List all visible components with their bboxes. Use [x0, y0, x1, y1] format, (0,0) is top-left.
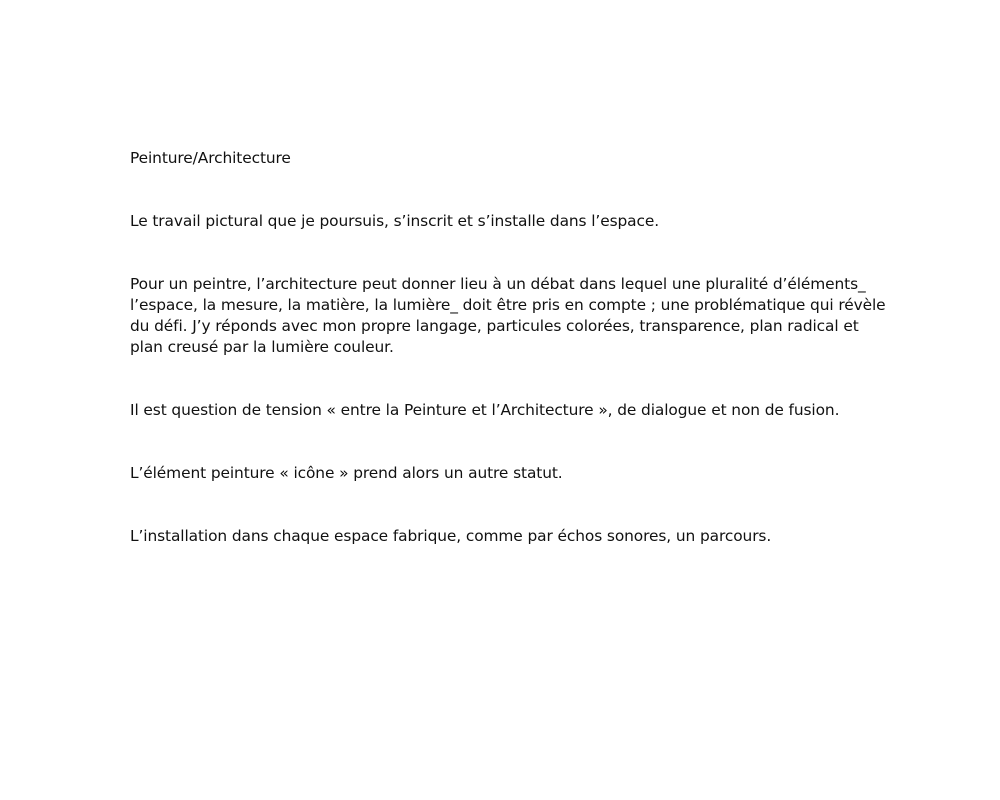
- paragraph-2: Pour un peintre, l’architecture peut donner lieu à un débat dans lequel une pluralité d’éléments_ l’espace, la mesure, la matière, la lumière_ doit être pris en compte ; une problématique qui révèle du défi. J’y réponds avec mon propre langage, particules colorées, transparence, plan radical et plan creusé par la lumière couleur.: [130, 275, 886, 356]
- paragraph-4: L’élément peinture « icône » prend alors un autre statut.: [130, 464, 563, 482]
- paragraph-5: L’installation dans chaque espace fabrique, comme par échos sonores, un parcours.: [130, 527, 772, 545]
- paragraph-1: Le travail pictural que je poursuis, s’inscrit et s’installe dans l’espace.: [130, 212, 660, 230]
- document-body: [130, 148, 890, 589]
- paragraph-3: Il est question de tension « entre la Peinture et l’Architecture », de dialogue et non de fusion.: [130, 401, 840, 419]
- document-title: Peinture/Architecture: [130, 149, 291, 167]
